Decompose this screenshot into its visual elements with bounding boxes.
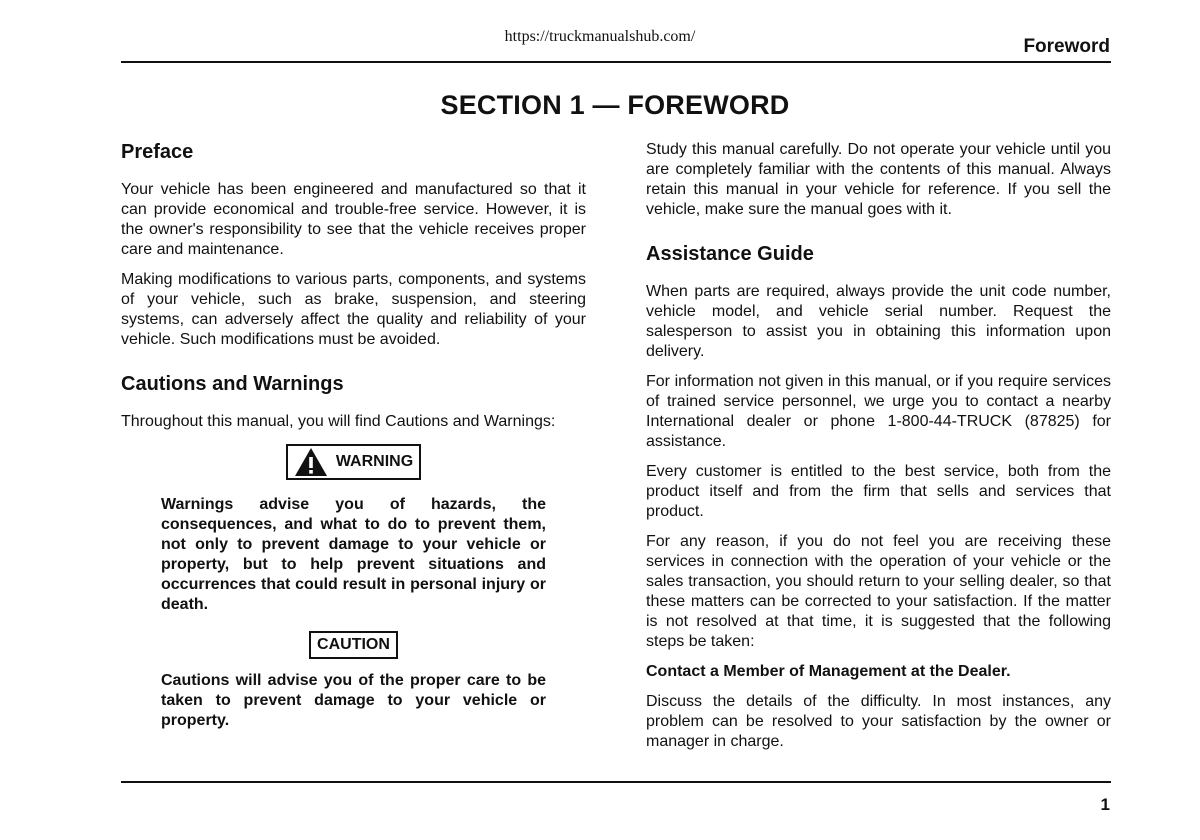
caution-label-wrap — [121, 631, 586, 659]
cautions-intro: Throughout this manual, you will find Cautions and Warnings: — [121, 413, 556, 430]
assistance-paragraph-3: Every customer is entitled to the best service, both from the product itself and from the firm that sells and services that product. — [646, 463, 1111, 520]
running-head: Foreword — [1023, 36, 1110, 57]
preface-heading: Preface — [121, 141, 194, 163]
assistance-paragraph-1: When parts are required, always provide the unit code number, vehicle model, and vehicle serial number. Request the salesperson to assist you in obtaining this information upon delivery. — [646, 283, 1111, 360]
preface-paragraph-1: Your vehicle has been engineered and manufactured so that it can provide economical and trouble-free service. However, it is the owner's responsibility to see that the vehicle receives proper care and maintenance. — [121, 181, 586, 258]
warning-label-text: WARNING — [335, 453, 414, 470]
warning-text: Warnings advise you of hazards, the consequences, and what to do to prevent them, not only to prevent damage to your vehicle or property, but to help prevent situations and occurrences that could result in personal injury or death. — [161, 496, 546, 613]
assistance-paragraph-4: For any reason, if you do not feel you are receiving these services in connection with the operation of your vehicle or the sales transaction, you should return to your selling dealer, so that these matters can be corrected to your satisfaction. If the matter is not resolved at that time, it is suggested that the following steps be taken: — [646, 533, 1111, 650]
cautions-warnings-heading: Cautions and Warnings — [121, 373, 344, 395]
contact-management-heading: Contact a Member of Management at the Dealer. — [646, 663, 1011, 680]
header-rule — [121, 61, 1111, 63]
study-paragraph: Study this manual carefully. Do not operate your vehicle until you are completely familiar with the contents of this manual. Always retain this manual in your vehicle for reference. If you sell the vehicle, make sure the manual goes with it. — [646, 141, 1111, 218]
left-column — [121, 140, 586, 731]
caution-text: Cautions will advise you of the proper care to be taken to prevent damage to your vehicle or property. — [161, 672, 546, 729]
page-number: 1 — [1100, 795, 1110, 814]
assistance-paragraph-2: For information not given in this manual, or if you require services of trained service personnel, we urge you to contact a nearby International dealer or phone 1-800-44-TRUCK (87825) for assistance. — [646, 373, 1111, 450]
preface-paragraph-2: Making modifications to various parts, components, and systems of your vehicle, such as brake, suspension, and steering systems, can adversely affect the quality and reliability of your vehicle. Such modifications must be avoided. — [121, 271, 586, 348]
warning-label-box — [286, 444, 421, 480]
right-column — [646, 140, 1111, 762]
warning-label-wrap — [121, 444, 586, 483]
warning-triangle-icon — [294, 447, 328, 477]
section-title: SECTION 1 — FOREWORD — [440, 90, 790, 120]
discuss-paragraph: Discuss the details of the difficulty. In most instances, any problem can be resolved to your satisfaction by the owner or manager in charge. — [646, 693, 1111, 750]
source-url: https://truckmanualshub.com/ — [504, 28, 696, 45]
caution-label-box: CAUTION — [309, 631, 398, 659]
assistance-guide-heading: Assistance Guide — [646, 243, 814, 265]
footer-rule — [121, 781, 1111, 783]
